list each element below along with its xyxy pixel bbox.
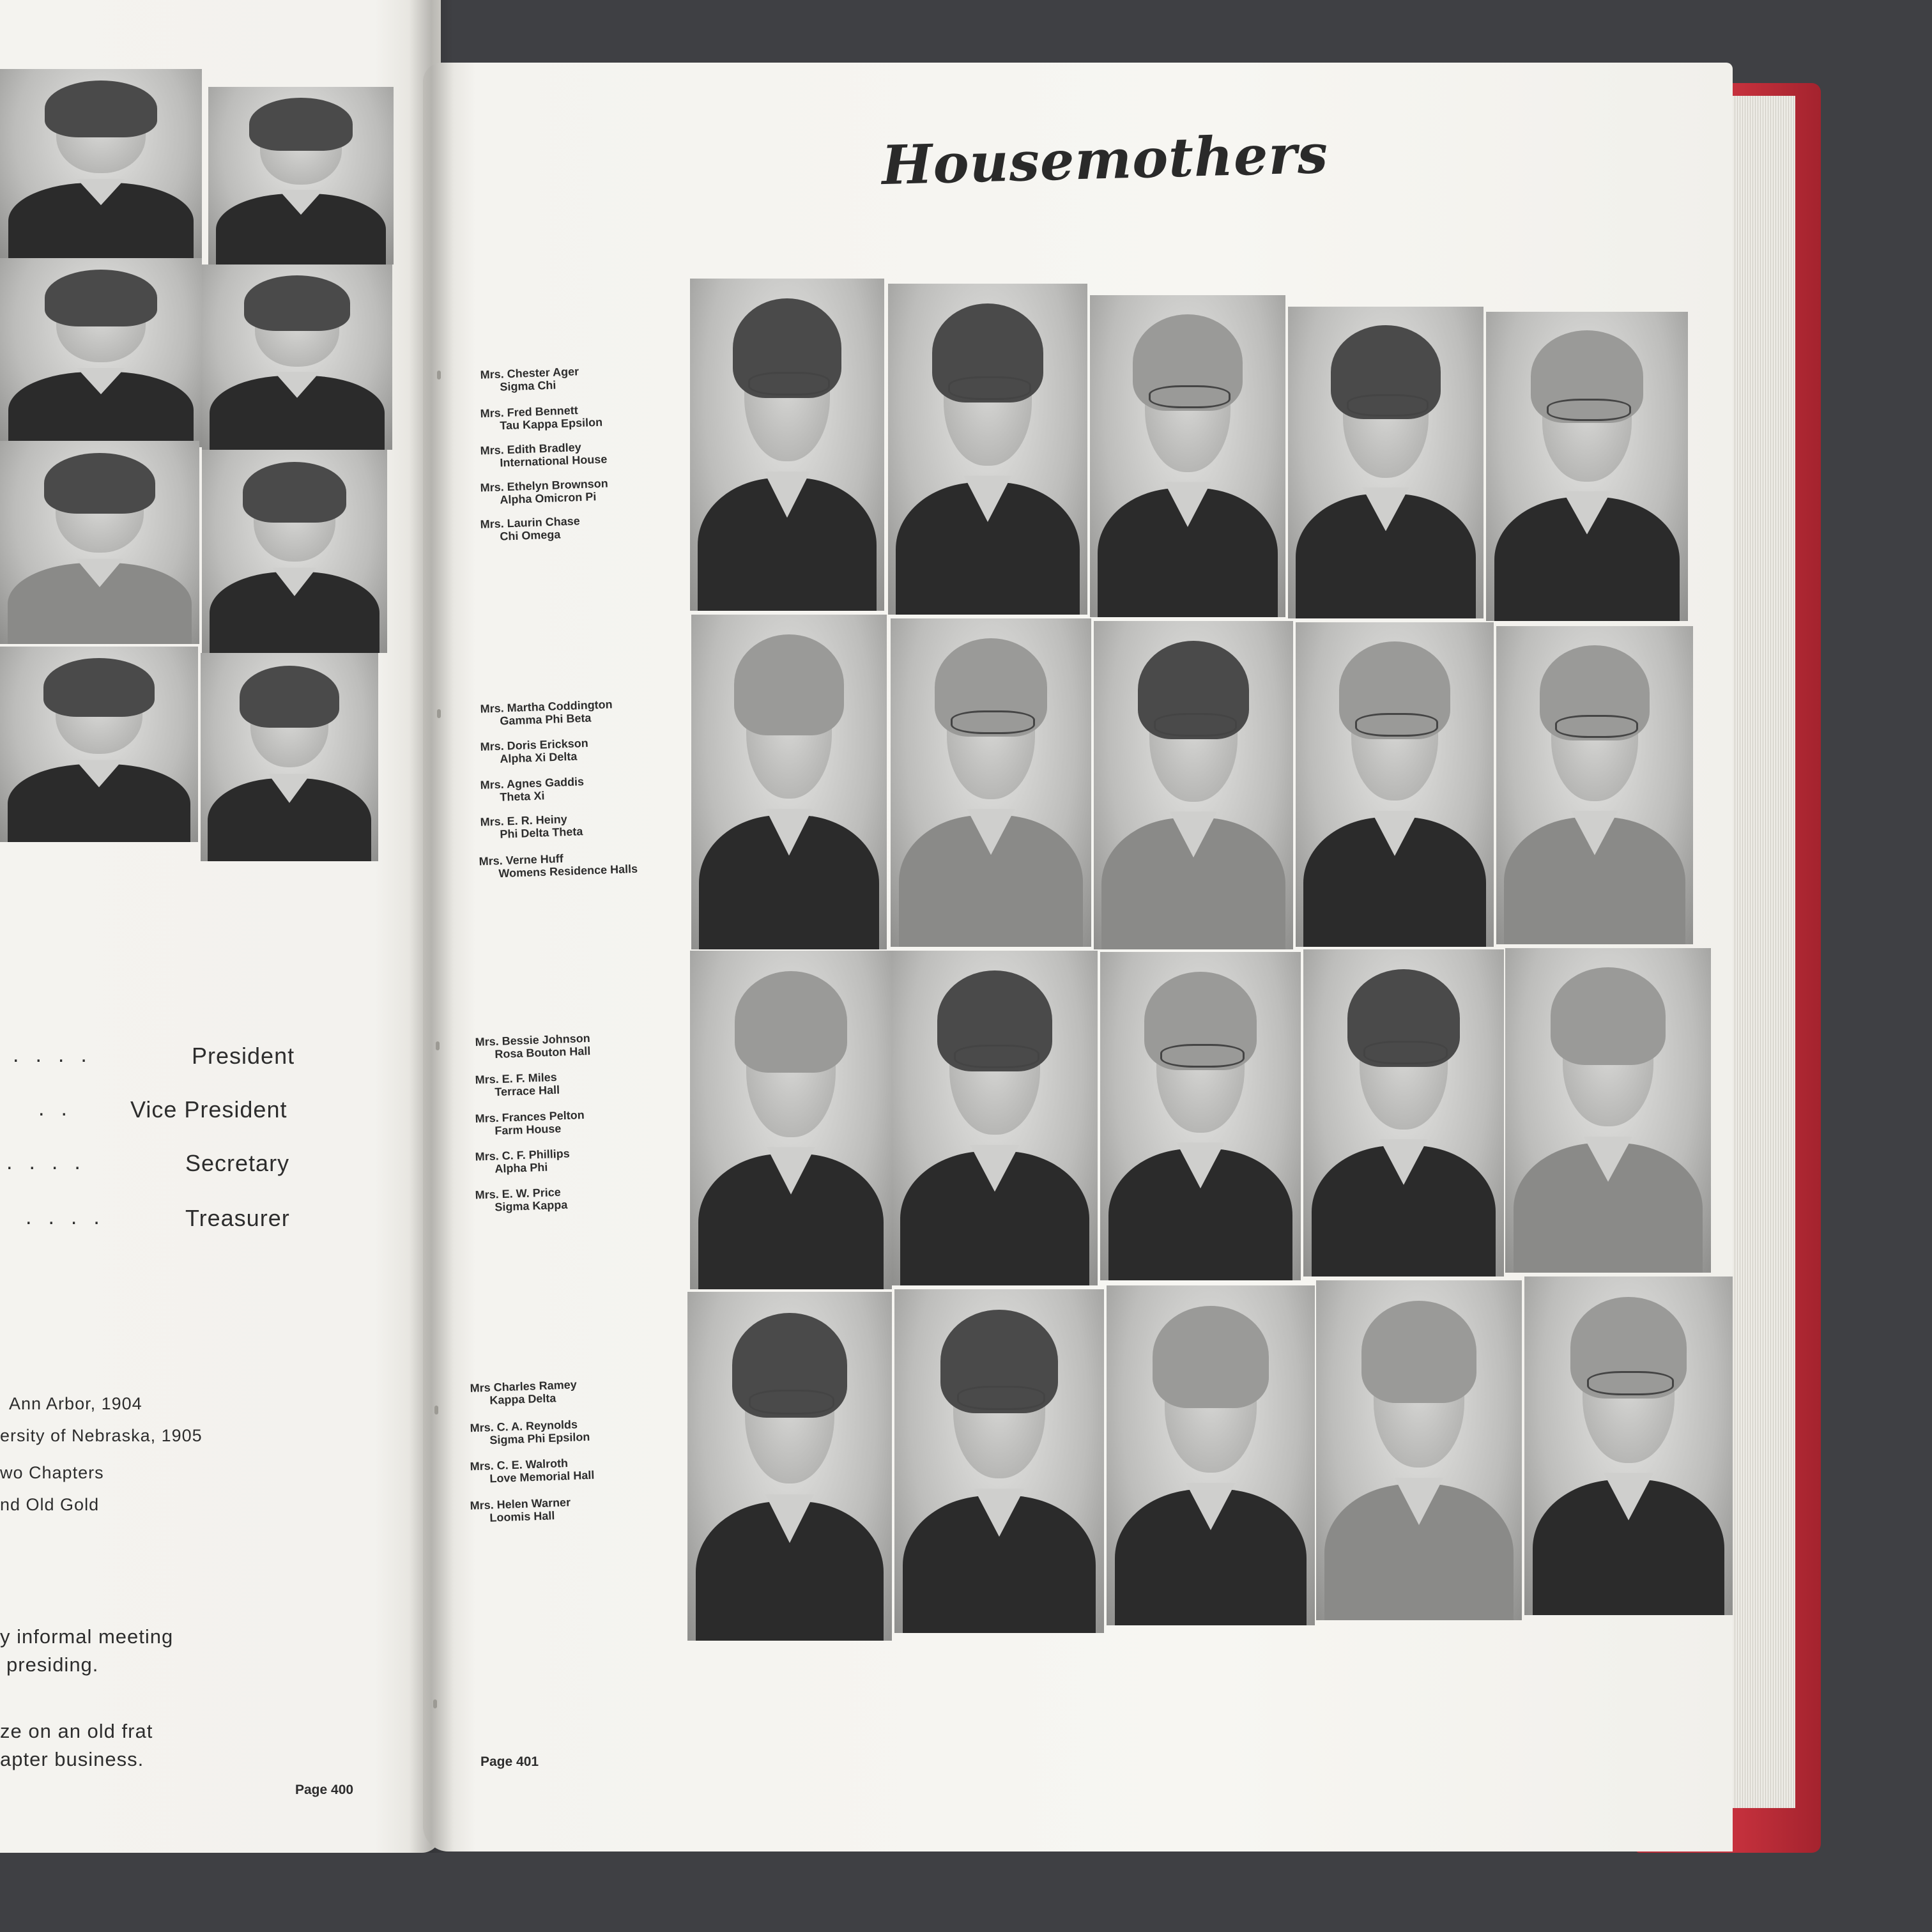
portrait [690,279,884,611]
caption-name: Mrs. E. W. Price [475,1185,562,1202]
portrait [208,87,394,264]
portrait [1090,295,1285,617]
office-label: Secretary [185,1150,290,1176]
caption-org: Womens Residence Halls [498,862,638,880]
office-label: Vice President [130,1096,288,1123]
caption [470,1496,571,1524]
caption [470,1418,590,1448]
page-title: Housemothers [880,121,1330,197]
caption [480,698,613,728]
portrait [1296,622,1494,947]
portrait [0,441,199,644]
portrait [691,615,887,949]
portrait [1094,621,1293,949]
caption [480,477,608,507]
portrait [0,647,198,842]
caption-org: Love Memorial Hall [489,1468,595,1485]
portrait [687,1292,892,1641]
caption-name: Mrs. Verne Huff [479,852,564,868]
caption [480,514,580,543]
caption [480,812,583,841]
book-gutter [409,0,454,1853]
office-label: President [192,1043,295,1069]
fact-line: Ann Arbor, 1904 [9,1394,142,1413]
caption-name: Mrs. Frances Pelton [475,1108,585,1125]
leader-dots: .... [26,1205,116,1229]
caption [470,1456,594,1486]
caption [475,1032,590,1061]
caption-name: Mrs. E. R. Heiny [480,813,568,829]
caption-org: Tau Kappa Epsilon [500,415,603,433]
caption-name: Mrs. Edith Bradley [480,440,582,457]
fact-line: nd Old Gold [0,1495,100,1514]
caption [475,1185,567,1214]
caption-org: Terrace Hall [494,1083,560,1099]
fact-line: ersity of Nebraska, 1905 [0,1426,203,1445]
portrait [894,1289,1104,1633]
left-page [0,0,441,1853]
page-number: Page 400 [295,1782,354,1797]
caption-org: Theta Xi [500,789,545,804]
caption-name: Mrs. Laurin Chase [480,514,580,531]
caption [470,1378,577,1407]
portrait [201,653,378,861]
portrait [1486,312,1688,621]
portrait [1288,307,1483,618]
leader-dots: .... [13,1043,103,1067]
caption [475,1108,585,1138]
caption-name: Mrs. Helen Warner [470,1496,571,1512]
paragraph-line: apter business. [0,1748,144,1770]
caption-org: Alpha Xi Delta [500,749,578,765]
caption [480,440,607,470]
binding-stitch [434,1406,438,1414]
caption-name: Mrs. Fred Bennett [480,403,578,420]
paragraph-line: ze on an old frat [0,1720,153,1742]
binding-stitch [433,1699,437,1708]
caption-name: Mrs. C. A. Reynolds [470,1418,578,1435]
paragraph-line: y informal meeting [0,1625,174,1648]
binding-stitch [437,709,441,718]
paragraph-line: presiding. [6,1653,99,1676]
caption-org: Kappa Delta [489,1392,556,1407]
caption-name: Mrs. Ethelyn Brownson [480,477,608,494]
caption-org: Phi Delta Theta [500,825,583,841]
portrait [1100,952,1301,1280]
caption-name: Mrs. Agnes Gaddis [480,775,585,792]
page-number: Page 401 [480,1754,539,1769]
caption [480,737,588,766]
caption [480,403,602,433]
binding-stitch [436,1041,440,1050]
caption-org: Sigma Phi Epsilon [489,1430,590,1447]
fact-line: wo Chapters [0,1463,104,1482]
caption-name: Mrs. C. E. Walroth [470,1457,569,1473]
caption-org: Chi Omega [500,528,561,543]
caption-name: Mrs. Bessie Johnson [475,1031,591,1049]
caption-name: Mrs. C. F. Phillips [475,1147,570,1163]
portrait [0,258,202,447]
caption-name: Mrs. Martha Coddington [480,698,613,716]
portrait [202,264,392,450]
caption-org: Rosa Bouton Hall [494,1044,591,1061]
caption [480,775,585,804]
caption-name: Mrs. Doris Erickson [480,737,589,753]
portrait [892,951,1098,1285]
leader-dots: .... [6,1150,97,1174]
portrait [1303,949,1504,1276]
caption-name: Mrs. Chester Ager [480,365,579,381]
caption-name: Mrs. E. F. Miles [475,1070,558,1087]
portrait [1316,1280,1522,1620]
caption-org: Loomis Hall [489,1509,555,1524]
portrait [1505,948,1711,1273]
office-label: Treasurer [185,1205,290,1231]
caption-org: Farm House [494,1122,562,1137]
caption-org: Sigma Chi [500,378,556,394]
portrait [1496,626,1693,944]
leader-dots: .. [38,1096,84,1121]
portrait [891,618,1091,947]
portrait [202,450,387,653]
caption-org: International House [500,452,608,470]
portrait [0,69,202,258]
portrait [690,951,892,1289]
binding-stitch [437,371,441,379]
portrait [1524,1276,1733,1615]
portrait [1107,1285,1315,1625]
caption-name: Mrs Charles Ramey [470,1378,578,1395]
caption-org: Sigma Kappa [494,1198,568,1214]
portrait [888,284,1087,615]
caption-org: Alpha Omicron Pi [500,490,597,507]
caption [475,1147,570,1176]
caption [480,365,579,394]
caption-org: Gamma Phi Beta [500,711,592,728]
caption [475,1071,560,1100]
caption-org: Alpha Phi [494,1160,548,1176]
